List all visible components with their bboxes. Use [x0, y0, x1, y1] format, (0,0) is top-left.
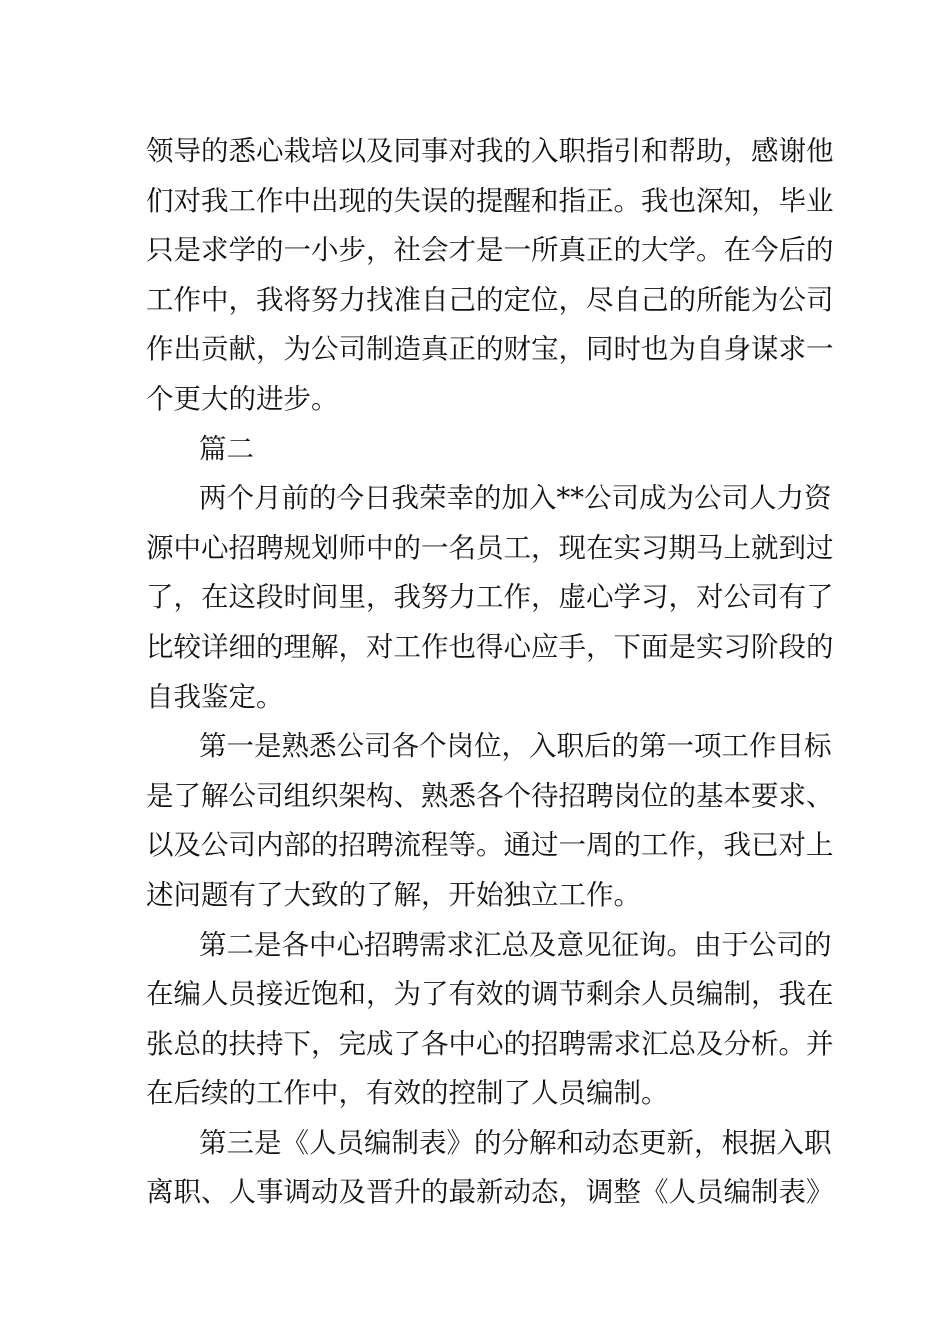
- text-line: 了，在这段时间里，我努力工作，虚心学习，对公司有了: [146, 581, 834, 614]
- text-line: 比较详细的理解，对工作也得心应手，下面是实习阶段的: [146, 630, 834, 663]
- document-body: [146, 127, 834, 1218]
- text-line: 自我鉴定。: [146, 680, 284, 713]
- text-line: 第二是各中心招聘需求汇总及意见征询。由于公司的: [199, 928, 832, 961]
- text-line: 第三是《人员编制表》的分解和动态更新，根据入职: [199, 1126, 832, 1159]
- text-line: 在编人员接近饱和，为了有效的调节剩余人员编制，我在: [146, 978, 834, 1011]
- text-line: 在后续的工作中，有效的控制了人员编制。: [146, 1077, 669, 1110]
- text-line: 工作中，我将努力找准自己的定位，尽自己的所能为公司: [146, 283, 834, 316]
- section-heading: 篇二: [199, 432, 254, 465]
- text-line: 们对我工作中出现的失误的提醒和指正。我也深知，毕业: [146, 184, 834, 217]
- text-line: 以及公司内部的招聘流程等。通过一周的工作，我已对上: [146, 829, 834, 862]
- text-line: 源中心招聘规划师中的一名员工，现在实习期马上就到过: [146, 531, 834, 564]
- text-line: 作出贡献，为公司制造真正的财宝，同时也为自身谋求一: [146, 333, 834, 366]
- text-line: 个更大的进步。: [146, 382, 339, 415]
- text-line: 只是求学的一小步，社会才是一所真正的大学。在今后的: [146, 234, 834, 267]
- text-line: 领导的悉心栽培以及同事对我的入职指引和帮助，感谢他: [146, 135, 834, 167]
- text-line: 两个月前的今日我荣幸的加入**公司成为公司人力资: [199, 482, 832, 515]
- text-line: 离职、人事调动及晋升的最新动态，调整《人员编制表》: [146, 1176, 834, 1209]
- text-line: 述问题有了大致的了解，开始独立工作。: [146, 878, 641, 911]
- text-line: 张总的扶持下，完成了各中心的招聘需求汇总及分析。并: [146, 1027, 834, 1060]
- text-line: 是了解公司组织架构、熟悉各个待招聘岗位的基本要求、: [146, 779, 834, 812]
- text-line: 第一是熟悉公司各个岗位，入职后的第一项工作目标: [199, 730, 832, 763]
